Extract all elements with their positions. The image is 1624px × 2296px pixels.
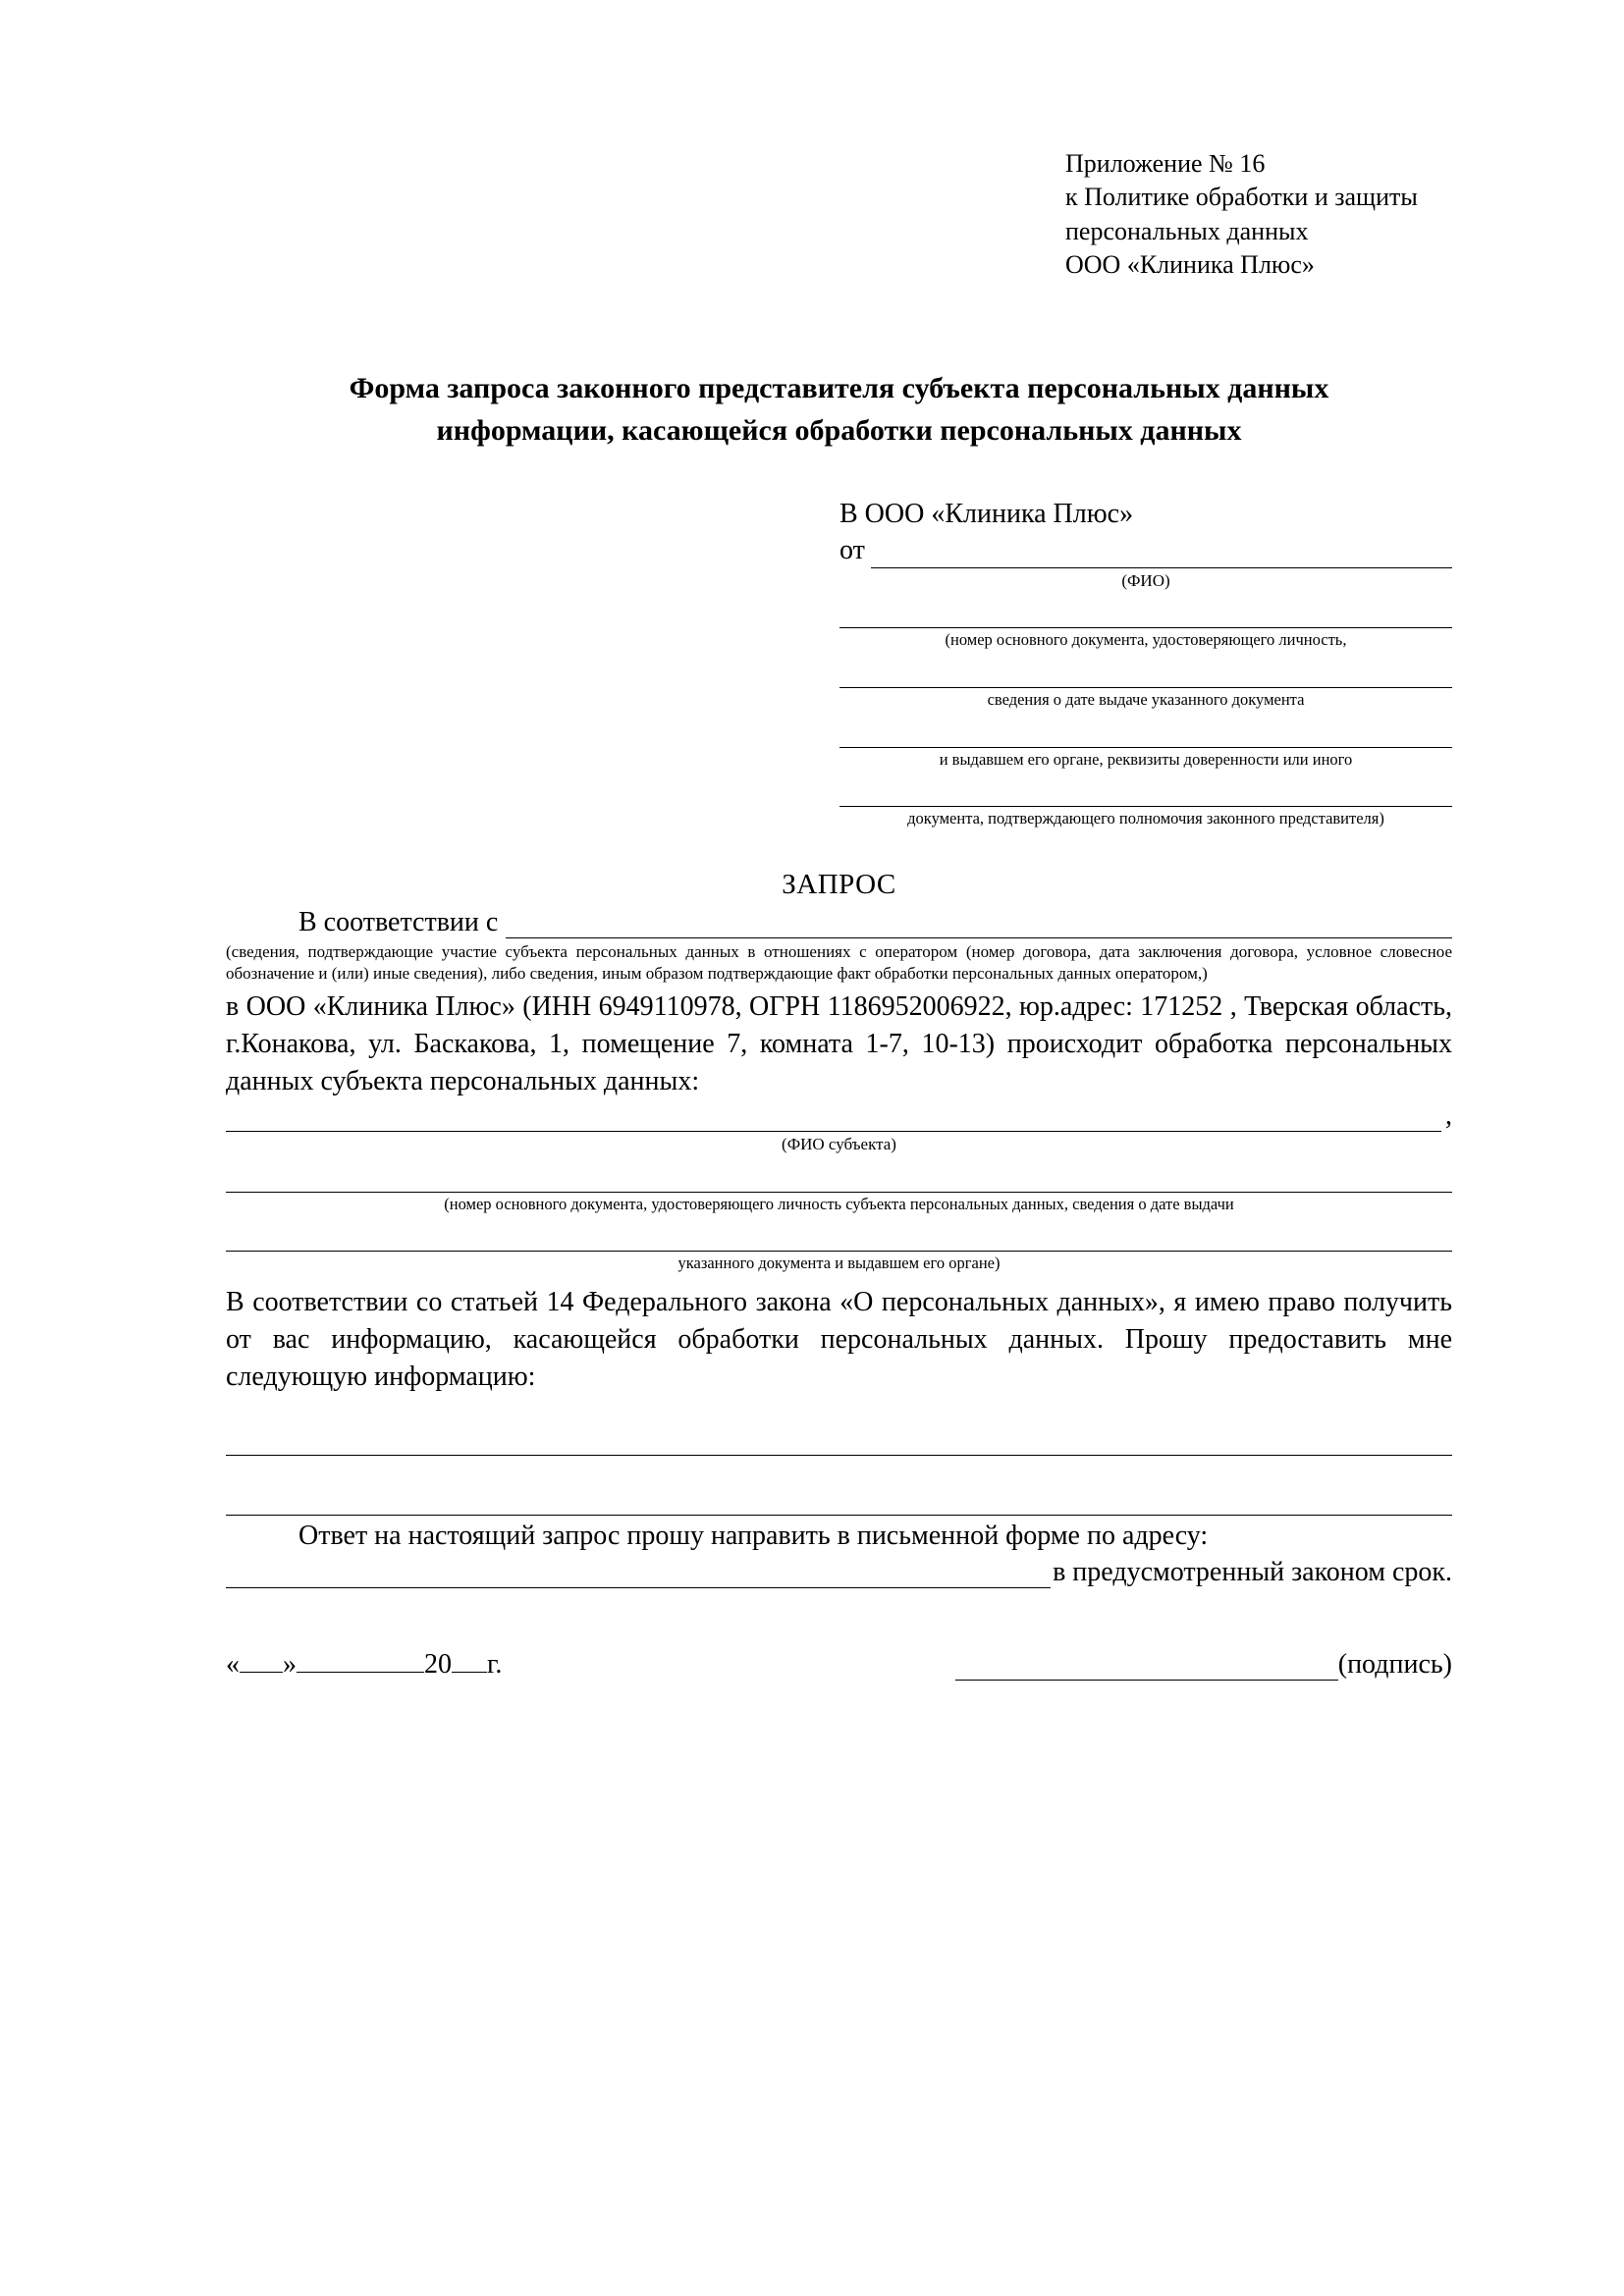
accordance-label: В соответствии с (298, 906, 499, 937)
signature-label: (подпись) (1337, 1649, 1452, 1681)
appendix-number: Приложение № 16 (1065, 149, 1266, 178)
info-request-input-1[interactable] (226, 1421, 1452, 1456)
subject-fio-input[interactable] (226, 1101, 1441, 1132)
page-title-line2: информации, касающейся обработки персональных данных (436, 413, 1242, 447)
law-paragraph: В соответствии со статьей 14 Федерального закона «О персональных данных», я имею право получить от вас информацию, касающейся обработки персональных данных. Прошу предоставить мне следующую информацию: (226, 1286, 1452, 1393)
subject-fio-row (226, 1100, 1452, 1132)
subject-fio-comma: , (1445, 1100, 1452, 1132)
page-title (226, 368, 1452, 452)
rep-doc-caption-2: сведения о дате выдаче указанного документа (987, 690, 1305, 710)
appendix-policy-line1: к Политике обработки и защиты (1065, 183, 1418, 212)
date-month-input[interactable] (297, 1672, 424, 1673)
subject-doc-input-1[interactable] (226, 1162, 1452, 1193)
date-quote-close: » (283, 1649, 297, 1681)
rep-doc-caption-4: документа, подтверждающего полномочия законного представителя) (907, 809, 1384, 828)
answer-address-input[interactable] (226, 1558, 1051, 1588)
info-request-input-2[interactable] (226, 1481, 1452, 1516)
date-field[interactable] (226, 1649, 502, 1681)
rep-doc-caption-1: (номер основного документа, удостоверяющего личность, (945, 630, 1347, 650)
signature-field[interactable] (955, 1649, 1452, 1681)
accordance-note: (сведения, подтверждающие участие субъекта персональных данных в отношениях с оператором (номер договора, дата заключения договора, условное словесное обозначение и (или) иные сведения), либо сведения, иным образом подтверждающие факт обработки персональных данных оператором,) (226, 941, 1452, 984)
appendix-header (1065, 147, 1452, 282)
date-year-input[interactable] (452, 1672, 487, 1673)
signature-input[interactable] (955, 1656, 1338, 1681)
signature-row (226, 1649, 1452, 1681)
addressee-block (839, 497, 1452, 829)
accordance-row (226, 907, 1452, 938)
date-year-prefix: 20 (424, 1649, 452, 1681)
date-day-input[interactable] (240, 1672, 283, 1673)
page-title-line1: Форма запроса законного представителя субъекта персональных данных (349, 372, 1329, 405)
addressee-org: В ООО «Клиника Плюс» (839, 499, 1134, 530)
subject-doc-caption-2: указанного документа и выдавшем его органе) (677, 1254, 1001, 1273)
appendix-policy-line2: персональных данных (1065, 216, 1309, 245)
rep-doc-input-2[interactable] (839, 658, 1452, 688)
date-quote-open: « (226, 1649, 240, 1681)
rep-doc-input-1[interactable] (839, 598, 1452, 628)
request-heading: ЗАПРОС (782, 868, 896, 900)
rep-doc-input-4[interactable] (839, 776, 1452, 807)
operator-paragraph: в ООО «Клиника Плюс» (ИНН 6949110978, ОГРН 1186952006922, юр.адрес: 171252 , Тверская область, г.Конакова, ул. Баскакова, 1, помещение 7, комната 1-7, 10-13) происходит обработка персональных данных субъекта персональных данных: (226, 991, 1452, 1097)
appendix-org: ООО «Клиника Плюс» (1065, 249, 1315, 279)
subject-fio-caption: (ФИО субъекта) (782, 1135, 896, 1154)
answer-lead: Ответ на настоящий запрос прошу направить в письменной форме по адресу: (298, 1521, 1209, 1552)
answer-address-row (226, 1557, 1452, 1588)
subject-doc-caption-1: (номер основного документа, удостоверяющего личность субъекта персональных данных, сведения о дате выдачи (444, 1194, 1234, 1213)
date-year-suffix: г. (487, 1649, 503, 1681)
from-fio-input[interactable] (871, 542, 1452, 568)
rep-doc-input-3[interactable] (839, 718, 1452, 748)
from-row (839, 533, 1452, 568)
fio-caption: (ФИО) (1121, 571, 1170, 591)
answer-tail: в предусмотренный законом срок. (1053, 1557, 1452, 1588)
rep-doc-caption-3: и выдавшем его органе, реквизиты доверенности или иного (939, 749, 1353, 769)
subject-doc-input-2[interactable] (226, 1221, 1452, 1252)
from-label: от (839, 534, 865, 565)
accordance-input[interactable] (506, 912, 1452, 938)
